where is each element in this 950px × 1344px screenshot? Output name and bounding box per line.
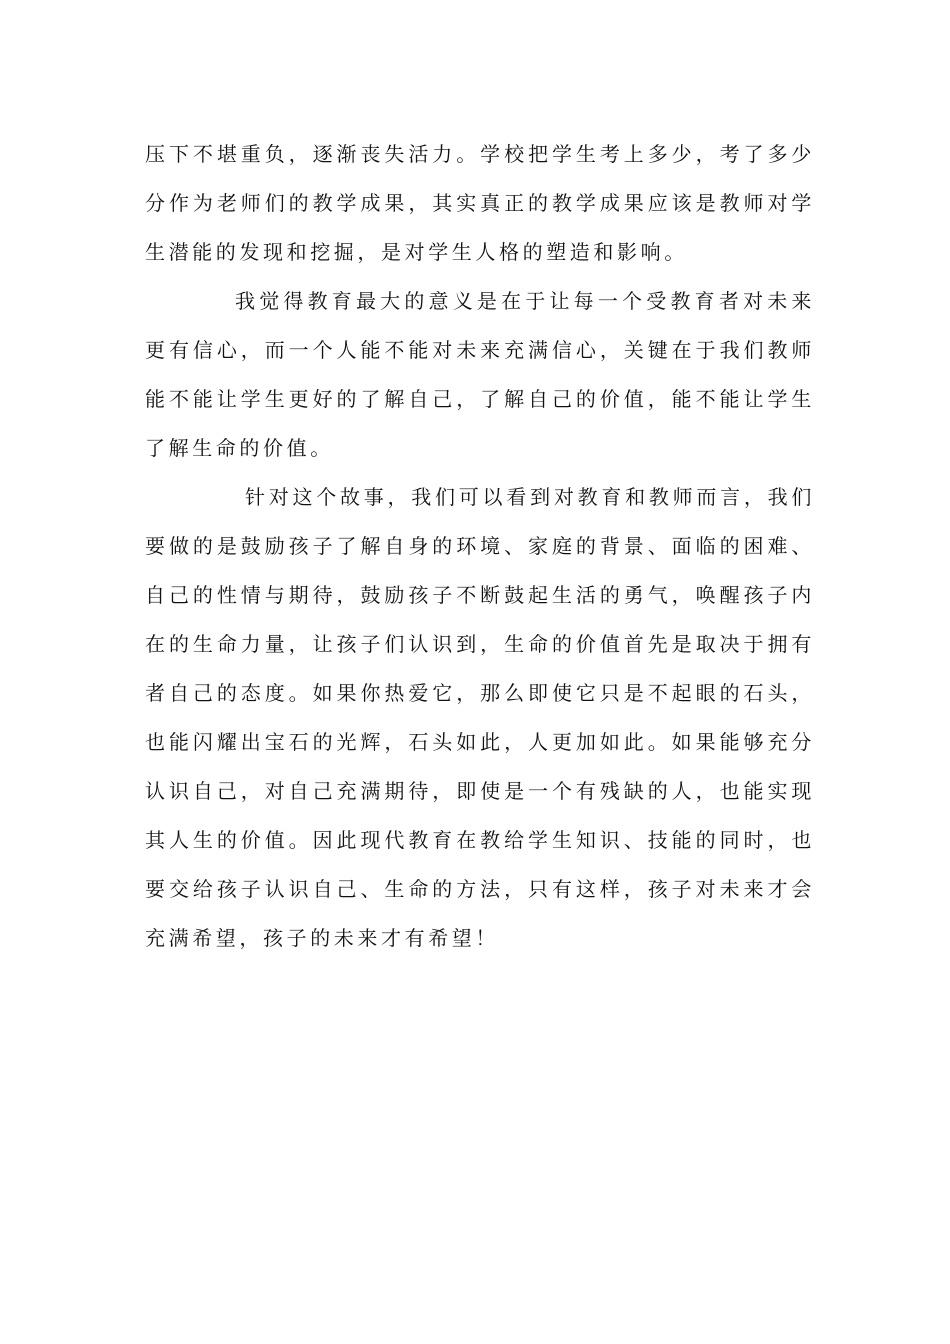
paragraph-2: 我觉得教育最大的意义是在于让每一个受教育者对未来更有信心，而一个人能不能对未来充满信心，关键在于我们教师能不能让学生更好的了解自己，了解自己的价值，能不能让学生了解生命的价值。 <box>145 289 815 460</box>
paragraph-1: 压下不堪重负，逐渐丧失活力。学校把学生考上多少，考了多少分作为老师们的教学成果，其实真正的教学成果应该是教师对学生潜能的发现和挖掘，是对学生人格的塑造和影响。 <box>145 142 815 264</box>
paragraph-3: 针对这个故事，我们可以看到对教育和教师而言，我们要做的是鼓励孩子了解自身的环境、家庭的背景、面临的困难、自己的性情与期待，鼓励孩子不断鼓起生活的勇气，唤醒孩子内在的生命力量，让孩子们认识到，生命的价值首先是取决于拥有者自己的态度。如果你热爱它，那么即使它只是不起眼的石头，也能闪耀出宝石的光辉，石头如此，人更加如此。如果能够充分认识自己，对自己充满期待，即使是一个有残缺的人，也能实现其人生的价值。因此现代教育在教给学生知识、技能的同时，也要交给孩子认识自己、生命的方法，只有这样，孩子对未来才会充满希望，孩子的未来才有希望！ <box>145 485 815 950</box>
document-body <box>145 130 815 963</box>
